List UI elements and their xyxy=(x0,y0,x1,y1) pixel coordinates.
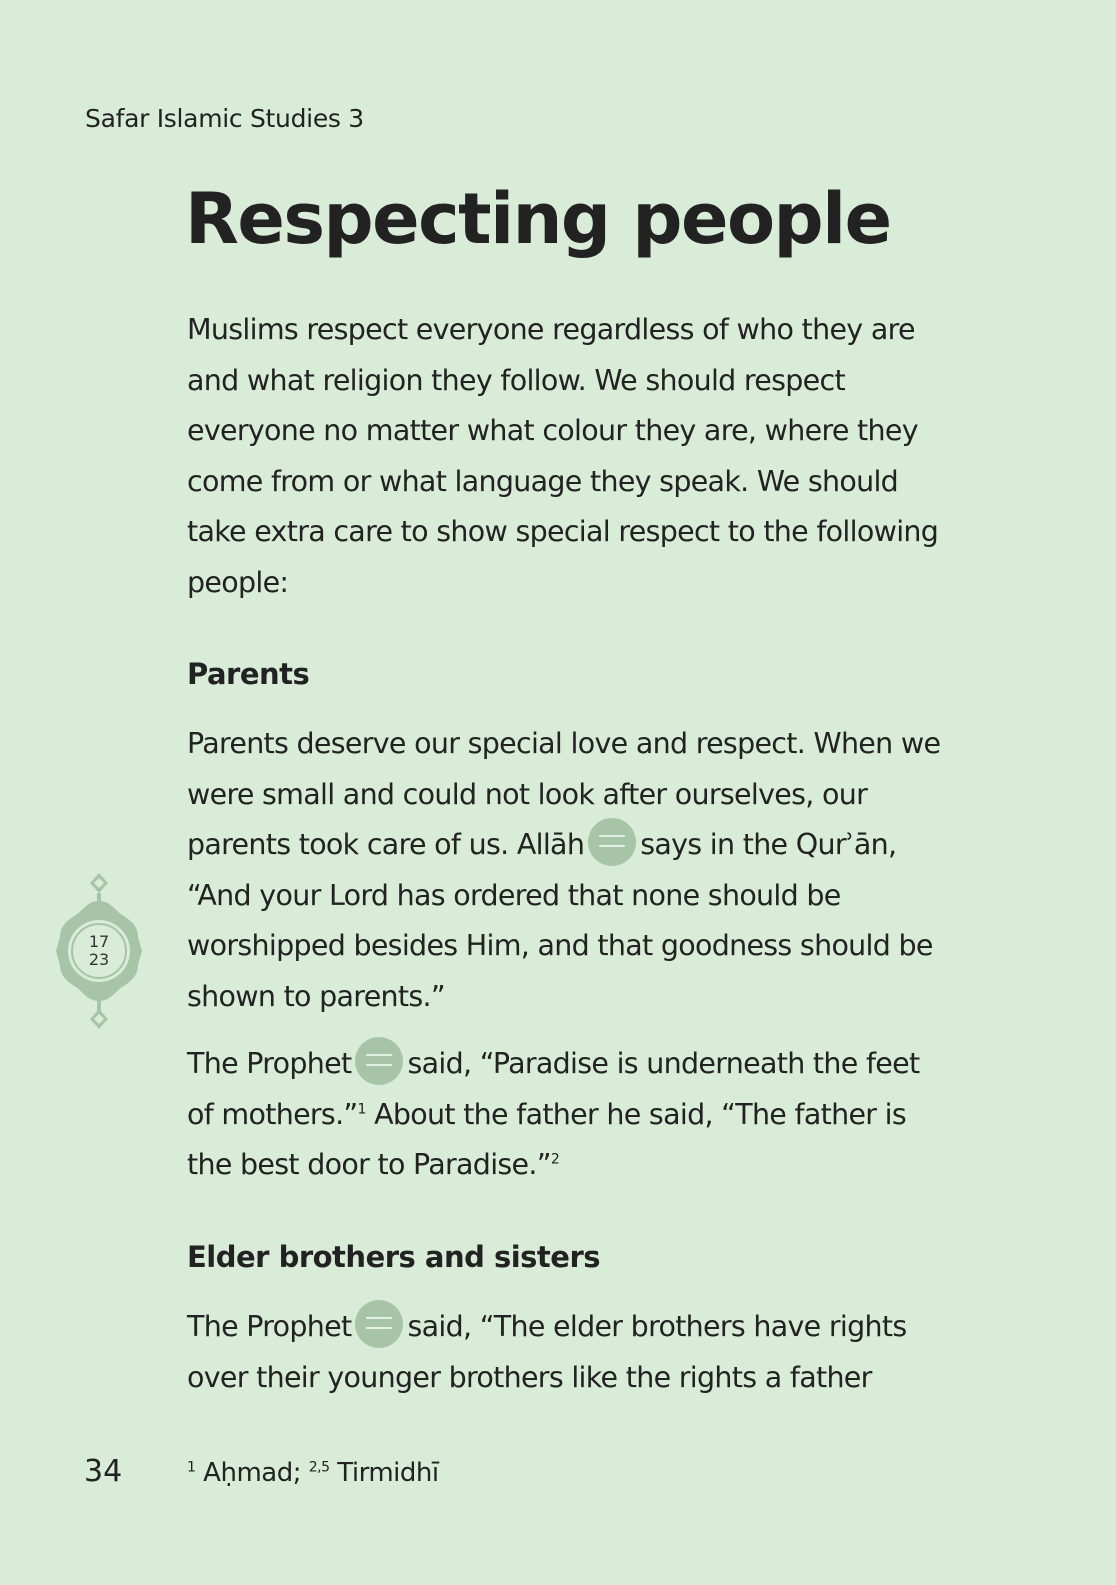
siblings-p1-text-after: said, “The elder brothers have rights over their younger brothers like the rights a father xyxy=(187,1310,907,1394)
parents-p1-text-before: Parents deserve our special love and respect. When we were small and could not look after ourselves, our parents took care of us. Allāh xyxy=(187,727,941,861)
honorific-prophet-icon xyxy=(355,1037,403,1085)
footnote-ref-2: 2 xyxy=(550,1151,560,1168)
running-head: Safar Islamic Studies 3 xyxy=(85,104,364,133)
siblings-p1-text-before: The Prophet xyxy=(187,1310,352,1343)
siblings-paragraph-1 xyxy=(187,1302,947,1403)
footnote-source-1: Aḥmad; xyxy=(195,1458,309,1488)
honorific-prophet-icon xyxy=(355,1300,403,1348)
parents-p2-text-before: The Prophet xyxy=(187,1047,352,1080)
page-number: 34 xyxy=(84,1454,123,1489)
parents-p2-quote-mothers: said, “Paradise is underneath the feet of mothers.” xyxy=(187,1047,920,1131)
ayah-reference xyxy=(56,933,142,969)
footnote-marker-2: 2,5 xyxy=(308,1459,330,1476)
ayah-verse-number: 23 xyxy=(88,950,110,969)
parents-p2-quote-father: About the father he said, “The father is the best door to Paradise.” xyxy=(187,1097,907,1181)
section-heading-siblings: Elder brothers and sisters xyxy=(187,1240,601,1274)
section-heading-parents: Parents xyxy=(187,657,310,691)
parents-p1-text-after: says in the Qurʾān, “And your Lord has ordered that none should be worshipped besides Him, and that goodness should be shown to parents.” xyxy=(187,828,933,1013)
honorific-allah-icon xyxy=(588,818,636,866)
parents-paragraph-2 xyxy=(187,1039,947,1191)
ayah-surah-number: 17 xyxy=(88,932,110,951)
parents-paragraph-1 xyxy=(187,719,947,1022)
footnote-ref-1: 1 xyxy=(357,1101,366,1117)
footnote-source-2: Tirmidhī xyxy=(329,1458,439,1488)
footnotes xyxy=(187,1458,439,1488)
footnote-marker-1: 1 xyxy=(187,1459,196,1476)
page-title: Respecting people xyxy=(185,178,891,260)
ayah-marker xyxy=(56,873,142,1037)
intro-paragraph: Muslims respect everyone regardless of who they are and what religion they follow. We should respect everyone no matter what colour they are, where they come from or what language they speak. We should take extra care to show special respect to the following people: xyxy=(187,313,939,599)
